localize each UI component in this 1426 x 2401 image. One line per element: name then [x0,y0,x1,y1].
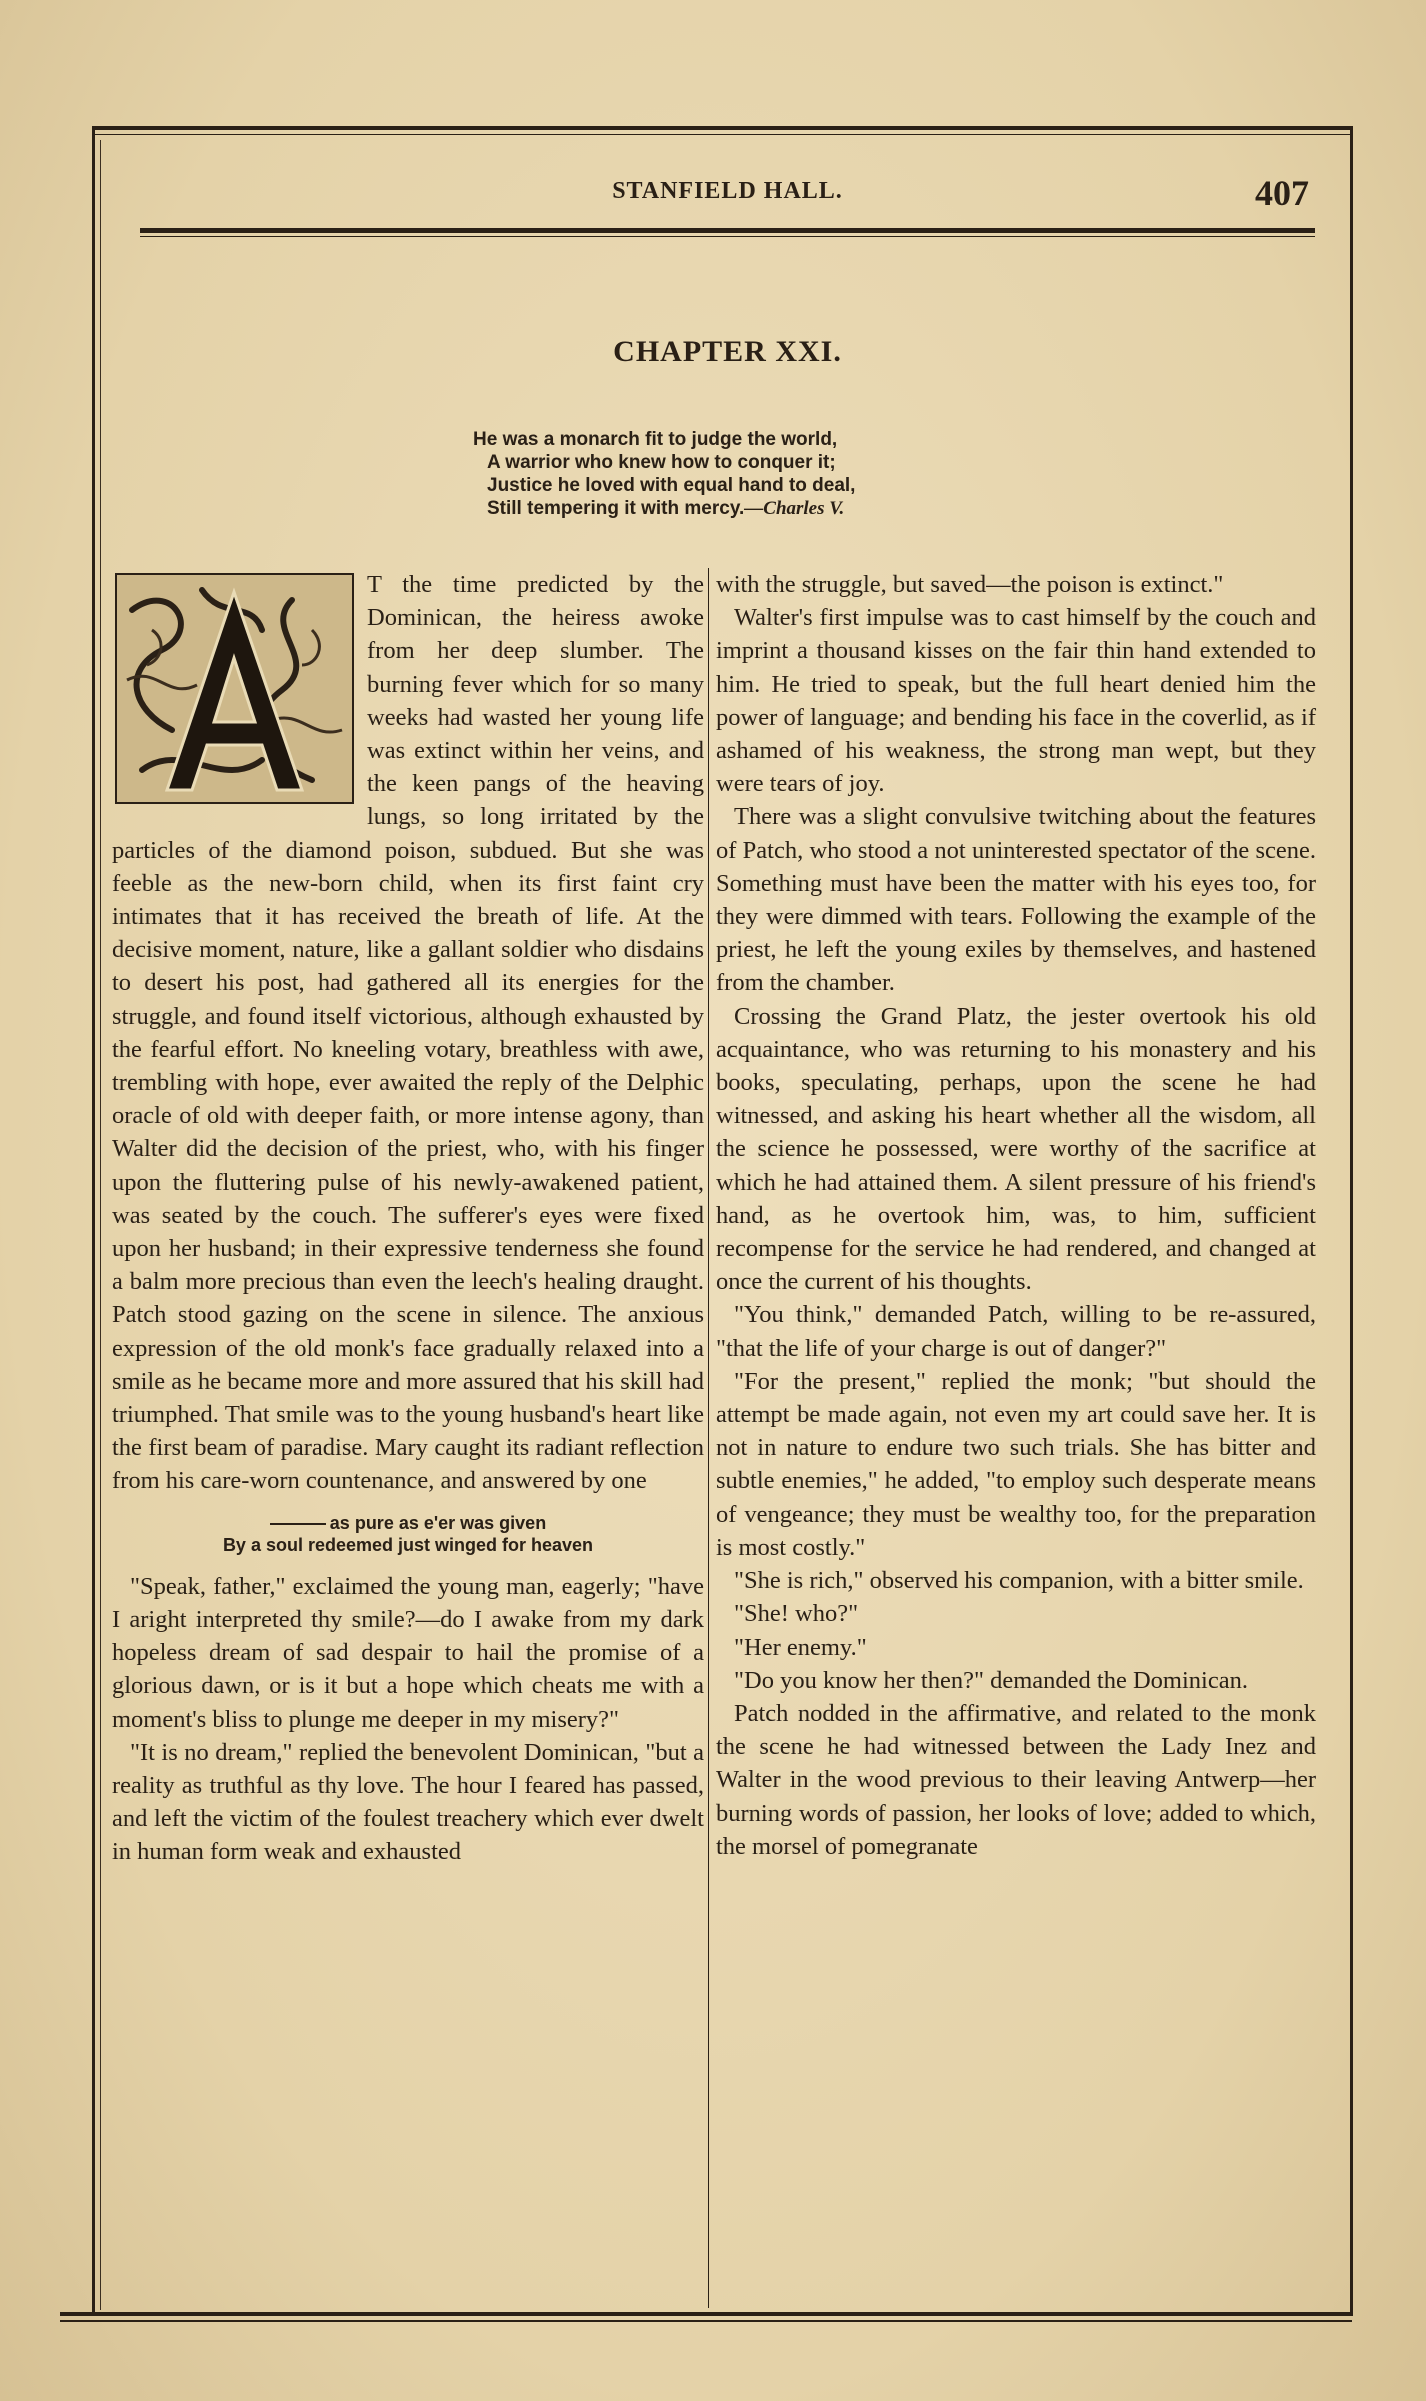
epigraph-line [473,474,1033,497]
frame-rule-bottom [60,2312,1352,2316]
left-column [112,568,704,1869]
chapter-title: CHAPTER XXI. [613,335,842,368]
ornamental-dropcap [112,570,357,807]
page-number: 407 [1255,173,1309,213]
epigraph-text: Still tempering it with mercy. [487,498,745,519]
running-title: STANFIELD HALL. [612,178,843,204]
paragraph: T the time predicted by the Dominican, the heiress awoke from her deep slumber. The burning fever which for so many weeks had wasted her young life was extinct within her veins, and the keen pangs of the heaving lungs, so long irritated by the particles of the diamond poison, subdued. But she was feeble as the new-born child, when its first faint cry intimates that it has received the breath of life. At the decisive moment, nature, like a gallant soldier who disdains to desert his post, had gathered all its energies for the struggle, and found itself victorious, although exhausted by the fearful effort. No kneeling votary, breathless with awe, trembling with hope, ever awaited the reply of the Delphic oracle of old with deeper faith, or more intense agony, than Walter did the decision of the priest, who, with his finger upon the fluttering pulse of his newly-awakened patient, was seated by the couch. The sufferer's eyes were fixed upon her husband; in their expressive tenderness she found a balm more precious than even the leech's healing draught. Patch stood gazing on the scene in silence. The anxious expression of the old monk's face gradually relaxed into a smile as he became more and more assured that his skill had triumphed. That smile was to the young husband's heart like the first beam of paradise. Mary caught its radiant reflection from his care-worn countenance, and answered by one [112,571,704,1495]
epigraph-text: Justice he loved with equal hand to deal, [487,475,856,496]
quote-line: as pure as e'er was given [329,1512,547,1533]
header-rule [140,228,1315,233]
epigraph [473,428,1033,520]
epigraph-line: A warrior who knew how to conquer it; [487,452,836,473]
epigraph-line [473,497,1033,520]
dropcap-ornament-icon [112,570,357,807]
quote-dash [270,1523,326,1525]
paragraph: Patch nodded in the affirmative, and related to the monk the scene he had witnessed between the Lady Inez and Walter in the wood previous to their leaving Antwerp—her burning words of passion, her looks of love; added to which, the morsel of pomegranate [716,1699,1316,1860]
paragraph: "She! who?" [734,1600,859,1628]
frame-rule-top-thin [92,134,1352,135]
frame-rule-top [92,126,1352,130]
frame-rule-left [92,126,95,2316]
right-column [716,568,1316,1863]
paragraph: "She is rich," observed his companion, with a bitter smile. [734,1567,1304,1595]
paragraph: "It is no dream," replied the benevolent Dominican, "but a reality as truthful as thy love. The hour I feared has passed, and left the victim of the foulest treachery which ever dwelt in human form weak and exhausted [112,1738,704,1866]
paragraph: "You think," demanded Patch, willing to be re-assured, "that the life of your charge is out of danger?" [716,1301,1316,1362]
paragraph: Walter's first impulse was to cast himself by the couch and imprint a thousand kisses on the fair thin hand extended to him. He tried to speak, but the full heart denied him the power of language; and bending his face in the coverlid, as if ashamed of his weakness, the strong man wept, but they were tears of joy. [716,604,1316,798]
paragraph: There was a slight convulsive twitching about the features of Patch, who stood a not uninterested spectator of the scene. Something must have been the matter with his eyes too, for they were dimmed with tears. Following the example of the priest, he left the young exiles by themselves, and hastened from the chamber. [716,803,1316,997]
quote-line: By a soul redeemed just winged for heaven [222,1534,594,1555]
frame-rule-bottom-thin [60,2320,1352,2322]
frame-rule-right [1350,126,1353,2316]
paragraph: "Speak, father," exclaimed the young man, eagerly; "have I aright interpreted thy smile?—do I awake from my dark hopeless dream of sad despair to hail the promise of a glorious dawn, or is it but a hope which cheats me with a moment's bliss to plunge me deeper in my misery?" [112,1572,704,1733]
paragraph: "Her enemy." [734,1633,867,1661]
inline-quote [112,1512,704,1556]
paragraph: "For the present," replied the monk; "but should the attempt be made again, not even my art could save her. It is not in nature to endure two such trials. She has bitter and subtle enemies," he added, "to employ such desperate means of vengeance; they must be wealthy too, for the preparation is most costly." [716,1367,1316,1561]
paragraph: "Do you know her then?" demanded the Dominican. [734,1666,1248,1694]
epigraph-line: He was a monarch fit to judge the world, [473,429,838,450]
header-rule-thin [140,236,1315,237]
paragraph: with the struggle, but saved—the poison is extinct." [716,571,1224,598]
running-head [140,172,1315,222]
epigraph-attribution: —Charles V. [744,498,845,519]
column-divider [708,568,709,2308]
frame-rule-left-thin [100,140,101,2310]
paragraph: Crossing the Grand Platz, the jester overtook his old acquaintance, who was returning to his monastery and his books, speculating, perhaps, upon the scene he had witnessed, and asking his heart whether all the wisdom, all the science he possessed, were worthy of the sacrifice at which he had attained them. A silent pressure of his friend's hand, as he overtook him, was, to him, sufficient recompense for the service he had rendered, and changed at once the current of his thoughts. [716,1002,1316,1296]
